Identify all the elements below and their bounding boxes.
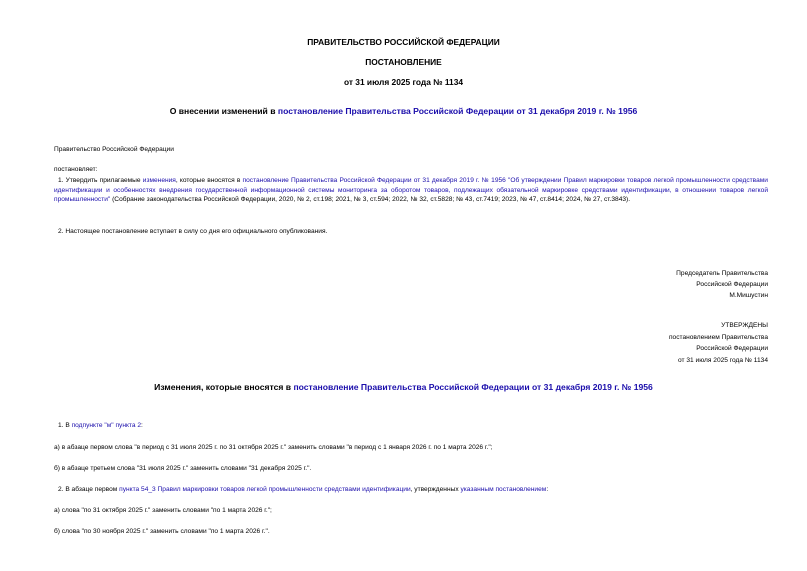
change-item-2-text-c: :	[546, 486, 549, 493]
change-item-1-text-b: :	[141, 422, 143, 429]
resolves-text: постановляет:	[54, 166, 98, 173]
approved-date: от 31 июля 2025 года № 1134	[678, 356, 768, 364]
government-heading: ПРАВИТЕЛЬСТВО РОССИЙСКОЙ ФЕДЕРАЦИИ	[307, 37, 500, 47]
resolution-1956-link[interactable]: постановление Правительства Российской Федерации от 31 декабря 2019 г. № 1956 "Об утверждении Правил маркировки товаров легкой промышленности средствами идентификации и особенностях внедрения государственной информационной системы мониторинга за оборотом товаров, подлежащих обязательной маркировке средствами идентификации, в отношении товаров легкой промышленности"	[54, 177, 768, 204]
change-item-1-text-a: 1. В	[58, 422, 72, 429]
title-link[interactable]: постановление Правительства Российской Федерации от 31 декабря 2019 г. № 1956	[277, 106, 638, 116]
signature-position: Председатель Правительства	[676, 270, 768, 277]
change-item-2-text-b: , утвержденных	[410, 486, 461, 493]
document-type: ПОСТАНОВЛЕНИЕ	[365, 57, 442, 67]
title-prefix: О внесении изменений в	[169, 106, 278, 116]
subparagraph-m-link[interactable]: подпункте "м" пункта 2	[71, 422, 142, 429]
change-item-2a: а) слова "по 31 октября 2025 г." заменить словами "по 1 марта 2026 г.";	[54, 507, 272, 514]
change-item-2-text-a: 2. В абзаце первом	[58, 486, 120, 493]
paragraph-1-text-c: (Собрание законодательства Российской Федерации, 2020, № 2, ст.198; 2021, № 3, ст.594; 2022, № 32, ст.5828; № 43, ст.7419; 2023, № 47, ст.8414; 2024, № 27, ст.3843).	[110, 196, 631, 204]
approved-heading: УТВЕРЖДЕНЫ	[721, 322, 768, 329]
approved-country: Российской Федерации	[696, 345, 768, 352]
said-resolution-link[interactable]: указанным постановлением	[460, 486, 547, 493]
change-item-1a: а) в абзаце первом слова "в период с 31 июля 2025 г. по 31 октября 2025 г." заменить словами "в период с 1 января 2026 г. по 1 марта 2026 г.";	[54, 444, 493, 451]
paragraph-1-text-a: 1. Утвердить прилагаемые	[58, 177, 143, 184]
changes-link[interactable]: изменения	[142, 177, 176, 184]
approved-by: постановлением Правительства	[668, 333, 768, 341]
approved-block	[669, 320, 768, 366]
document-title	[0, 106, 807, 116]
government-name: Правительство Российской Федерации	[54, 146, 174, 153]
signature-name: М.Мишустин	[729, 292, 768, 299]
changes-title-prefix: Изменения, которые вносятся в	[154, 382, 294, 392]
clause-54-3-link[interactable]: пункта 54_3 Правил маркировки товаров легкой промышленности средствами идентификации	[119, 486, 411, 493]
paragraph-2: 2. Настоящее постановление вступает в силу со дня его официального опубликования.	[58, 228, 328, 235]
changes-title-link[interactable]: постановление Правительства Российской Федерации от 31 декабря 2019 г. № 1956	[293, 382, 653, 392]
signature-block	[676, 268, 768, 301]
signature-country: Российской Федерации	[696, 281, 768, 288]
change-item-1	[58, 422, 143, 429]
paragraph-1	[54, 176, 768, 205]
change-item-1b: б) в абзаце третьем слова "31 июля 2025 г." заменить словами "31 декабря 2025 г.".	[54, 465, 312, 472]
change-item-2b: б) слова "по 30 ноября 2025 г." заменить словами "по 1 марта 2026 г.".	[54, 528, 270, 535]
document-date: от 31 июля 2025 года № 1134	[343, 77, 464, 87]
change-item-2	[58, 486, 548, 493]
changes-title	[0, 382, 807, 392]
paragraph-1-text-b: , которые вносятся в	[175, 177, 243, 184]
